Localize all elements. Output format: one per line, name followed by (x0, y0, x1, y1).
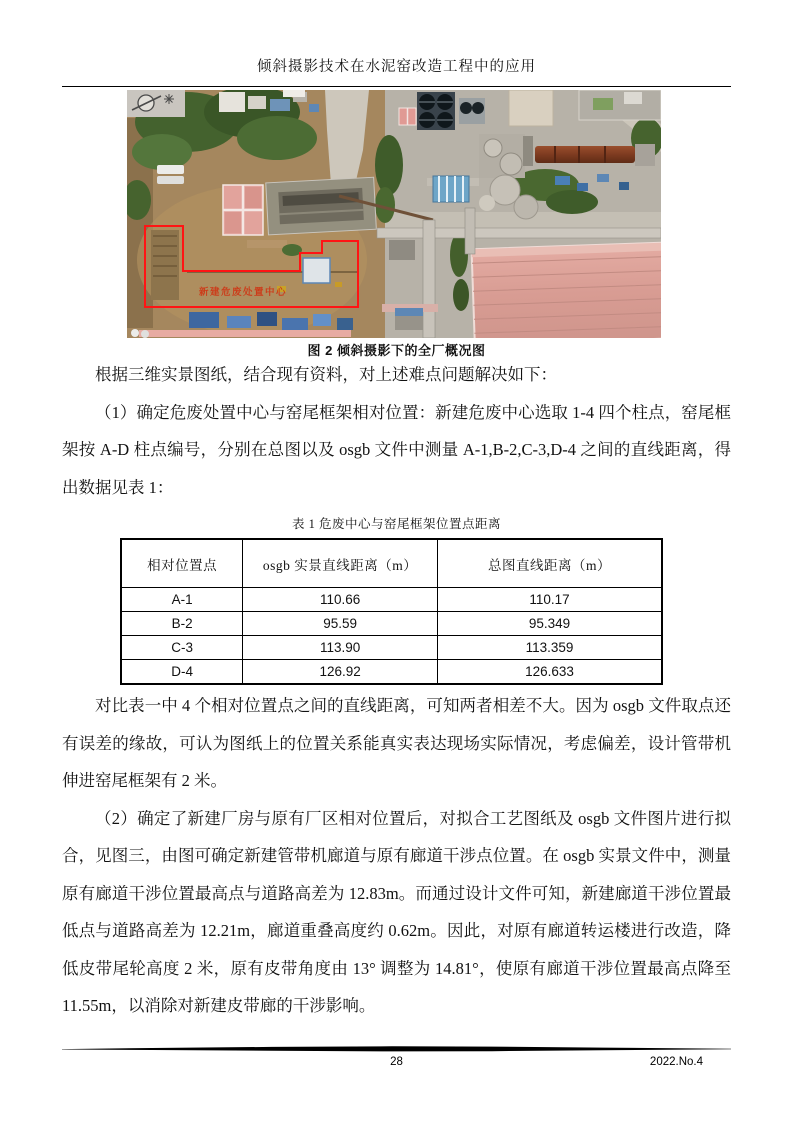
table-row (121, 636, 662, 660)
table-row (121, 660, 662, 685)
pink-conveyor (139, 330, 351, 337)
blue-rack (433, 176, 469, 202)
header-title: 倾斜摄影技术在水泥窑改造工程中的应用 (257, 59, 536, 75)
paragraph-2: 对比表一中 4 个相对位置点之间的直线距离，可知两者相差不大。因为 osgb 文件取点还有误差的缘故，可认为图纸上的位置关系能真实表达现场实际情况，考虑偏差，设计管带机伸进窑尾框架有 2 米。 (62, 696, 731, 790)
page-number: 28 (390, 1056, 403, 1068)
page-header (62, 0, 731, 87)
annotation-label: 新建危废处置中心 (199, 287, 288, 298)
table-cell: 113.359 (437, 636, 662, 660)
col-header-plan: 总图直线距离（m） (437, 539, 662, 588)
pink-roof-building (223, 185, 263, 235)
table-row (121, 612, 662, 636)
issue-label: 2022.No.4 (649, 1056, 703, 1068)
rotary-kiln (535, 144, 655, 166)
table-cell: 113.90 (243, 636, 438, 660)
tan-building (509, 90, 553, 126)
col-header-osgb: osgb 实景直线距离（m） (243, 539, 438, 588)
table-cell: 95.349 (437, 612, 662, 636)
footer-divider (62, 1046, 731, 1052)
pink-hut (399, 108, 416, 125)
table-cell: 95.59 (243, 612, 438, 636)
table-cell: A-1 (121, 588, 243, 612)
aerial-photo (127, 90, 661, 338)
table-cell: 110.66 (243, 588, 438, 612)
paragraph-1: （1）确定危废处置中心与窑尾框架相对位置：新建危废中心选取 1-4 四个柱点，窑尾框架按 A-D 柱点编号，分别在总图以及 osgb 文件中测量 A-1,B-2,C-3,D-4 之间的直线距离，得出数据见表 1： (62, 402, 731, 497)
table-cell: B-2 (121, 612, 243, 636)
table-body (121, 588, 662, 685)
figure-caption: 图 2 倾斜摄影下的全厂概况图 (307, 343, 486, 358)
top-right-building (579, 90, 661, 120)
table-header-row (121, 539, 662, 588)
table-cell: 110.17 (437, 588, 662, 612)
table-cell: C-3 (121, 636, 243, 660)
table-cell: 126.92 (243, 660, 438, 685)
paragraph-intro: 根据三维实景图纸，结合现有资料，对上述难点问题解决如下： (95, 365, 557, 384)
gray-building (266, 177, 377, 235)
col-header-point: 相对位置点 (121, 539, 243, 588)
figure-image (127, 90, 661, 338)
table-cell: 126.633 (437, 660, 662, 685)
north-compass-icon (127, 90, 185, 117)
table-row (121, 588, 662, 612)
paragraph-3: （2）确定了新建厂房与原有厂区相对位置后，对拟合工艺图纸及 osgb 文件图片进行拟合，见图三，由图可确定新建管带机廊道与原有廊道干涉点位置。在 osgb 实景文件中，测量原有廊道干涉位置最高点与道路高差为 12.83m。而通过设计文件可知，新建廊道干涉位置最低点与道路高差为 12.21m，廊道重叠高度约 0.62m。因此，对原有廊道转运楼进行改造，降低皮带尾轮高度 2 米，原有皮带角度由 13° 调整为 14.81°，使原有廊道干涉位置最高点降至 11.55m，以消除对新建皮带廊的干涉影响。 (62, 808, 731, 1015)
warehouse-roof (472, 242, 661, 338)
page-footer (62, 1046, 731, 1069)
distance-table (120, 538, 663, 685)
table-cell: D-4 (121, 660, 243, 685)
table-caption: 表 1 危废中心与窑尾框架位置点距离 (291, 517, 501, 531)
